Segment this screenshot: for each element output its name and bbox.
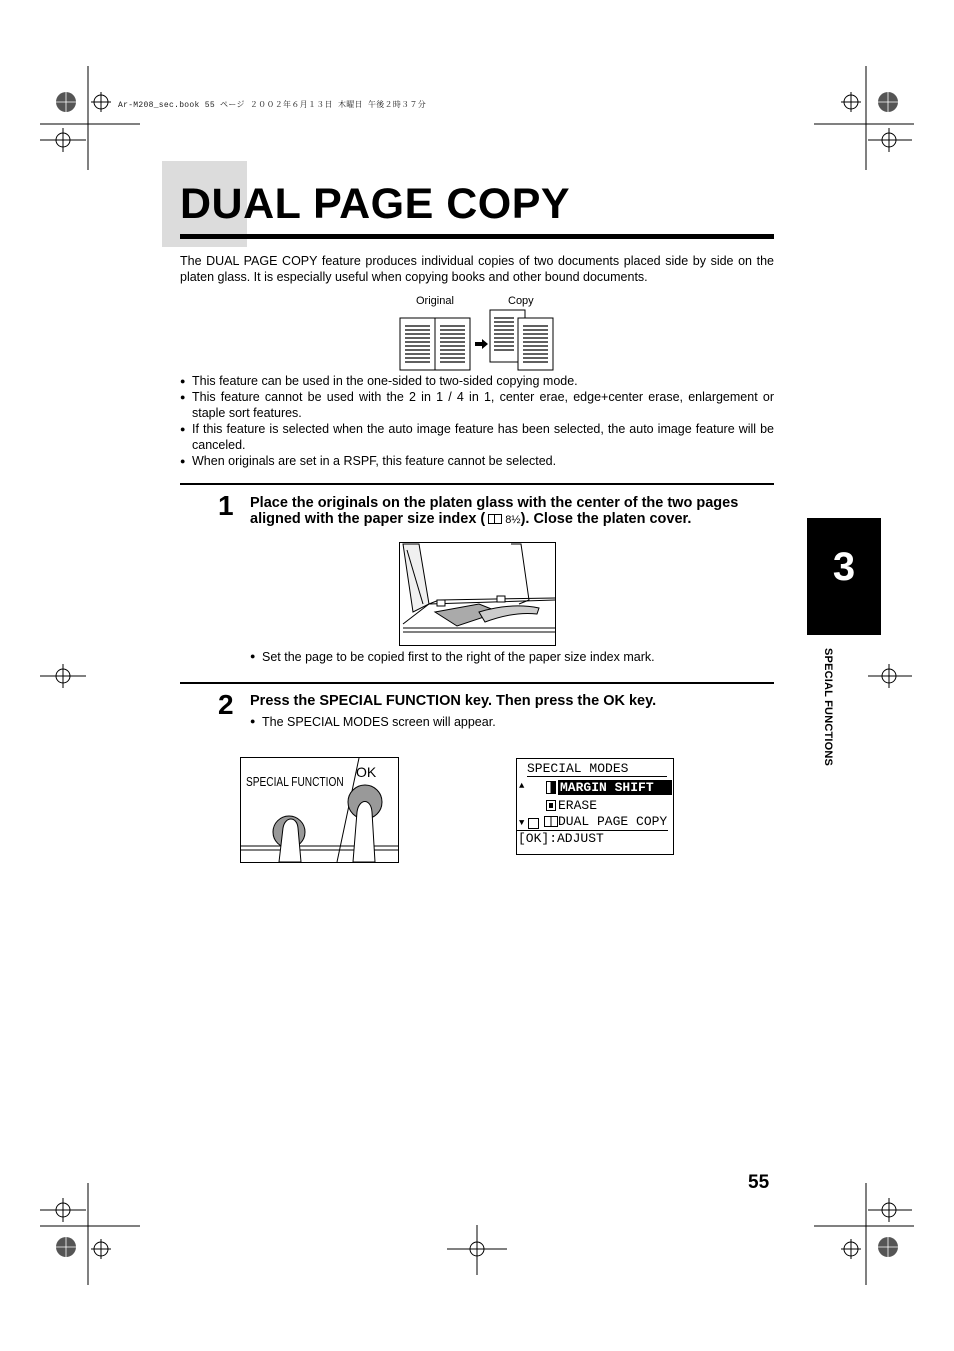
step-1-note: ● Set the page to be copied first to the right of the paper size index mark. [250,650,655,664]
list-item: ● If this feature is selected when the auto image feature has been selected, the auto image feature will be canceled. [180,421,774,453]
scroll-up-icon: ▲ [519,781,525,791]
list-item: ● This feature can be used in the one-sided to two-sided copying mode. [180,373,774,389]
step-1-rule [180,483,774,485]
platen-glass-illustration [399,542,556,646]
lcd-footer: [OK]:ADJUST [517,830,668,846]
erase-icon [546,800,556,811]
chapter-number: 3 [832,545,856,589]
step-2-note: ● The SPECIAL MODES screen will appear. [250,715,496,729]
dual-page-icon [544,816,558,827]
step-1-text [250,495,774,528]
step-1-number: 1 [218,490,234,521]
page-reference: 8½ [505,514,521,526]
special-modes-screen [516,758,674,855]
page-number: 55 [748,1172,770,1193]
step-2-text: Press the SPECIAL FUNCTION key. Then press the OK key. [250,693,657,709]
step-2-number: 2 [218,689,234,720]
page-title: DUAL PAGE COPY [180,180,571,228]
dual-page-illustration [398,308,558,374]
scroll-down-icon: ▼ [519,818,525,828]
list-item: ● When originals are set in a RSPF, this feature cannot be selected. [180,453,774,469]
step-2-rule [180,682,774,684]
figure-label-copy: Copy [508,295,534,307]
list-item: ● This feature cannot be used with the 2 in 1 / 4 in 1, center erae, edge+center erase, enlargement or staple sort features. [180,389,774,421]
checkbox-icon [528,818,539,829]
print-header: Ar-M208_sec.book 55 ページ ２００２年６月１３日 木曜日 午後２時３７分 [118,101,427,110]
chapter-label: SPECIAL FUNCTIONS [822,648,834,767]
book-reference-icon [488,514,502,524]
figure-label-original: Original [416,295,454,307]
operation-panel-illustration [240,757,399,863]
arrow-right-icon [475,339,488,349]
step-1-text-b: ). Close the platen cover. [520,511,692,527]
lcd-title: SPECIAL MODES [527,761,667,777]
lcd-item-margin-shift: MARGIN SHIFT [558,780,672,795]
intro-paragraph: The DUAL PAGE COPY feature produces individual copies of two documents placed side by side on the platen glass. It is especially useful when copying books and other bound documents. [180,254,774,284]
lcd-item-dual-page-copy: DUAL PAGE COPY [558,814,668,829]
lcd-item-erase: ERASE [558,798,598,813]
margin-shift-icon [546,781,556,794]
feature-notes [180,373,774,469]
ok-key-label: OK [356,764,377,780]
step-1-text-a: Place the originals on the platen glass with the center of the two pages aligned with the paper size index ( [250,495,739,527]
title-rule [180,234,774,239]
special-function-key-label: SPECIAL FUNCTION [246,774,344,789]
